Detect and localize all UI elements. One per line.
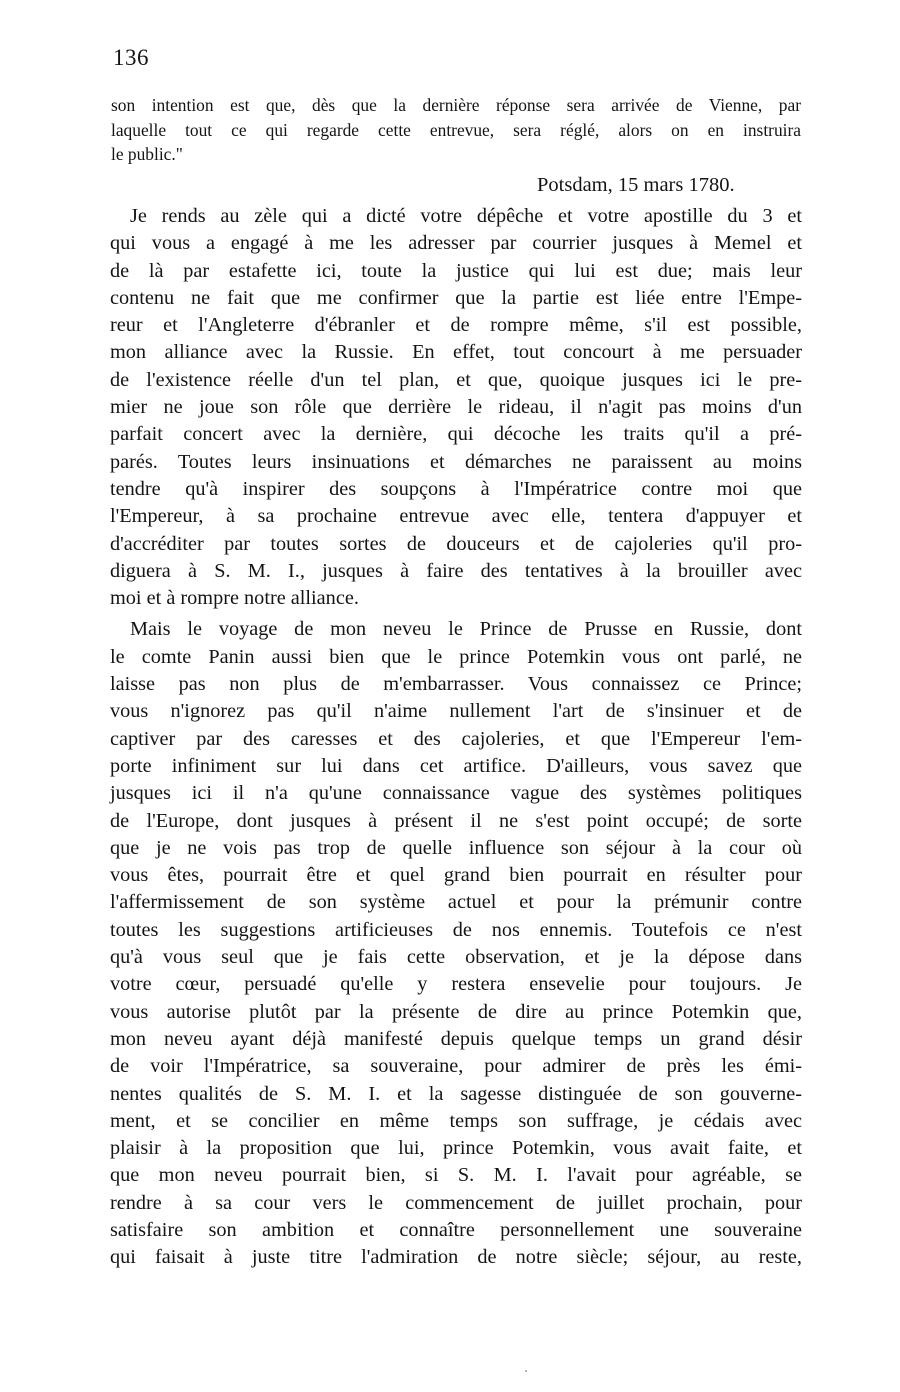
- quote-line: le public.": [111, 144, 183, 164]
- text-line: nentes qualités de S. M. I. et la sagesse distinguée de son gouverne-: [110, 1082, 802, 1105]
- text-line: laisse pas non plus de m'embarrasser. Vous connaissez ce Prince;: [110, 673, 802, 696]
- text-line: contenu ne fait que me confirmer que la partie est liée entre l'Empe-: [110, 286, 802, 309]
- letter-body: [110, 203, 802, 1272]
- paragraph-2: [110, 616, 802, 1271]
- text-line: mier ne joue son rôle que derrière le rideau, il n'agit pas moins d'un: [110, 396, 802, 419]
- text-line: que mon neveu pourrait bien, si S. M. I. l'avait pour agréable, se: [110, 1164, 802, 1187]
- text-line: ment, et se concilier en même temps son suffrage, je cédais avec: [110, 1109, 802, 1132]
- letter-dateline: Potsdam, 15 mars 1780.: [537, 174, 735, 196]
- page-number: 136: [113, 45, 149, 70]
- text-line: tendre qu'à inspirer des soupçons à l'Impératrice contre moi que: [110, 477, 802, 500]
- scan-speck: [525, 1370, 527, 1372]
- text-line: qui faisait à juste titre l'admiration de notre siècle; séjour, au reste,: [110, 1246, 802, 1269]
- text-line: Je rends au zèle qui a dicté votre dépêche et votre apostille du 3 et: [130, 205, 802, 227]
- text-line: porte infiniment sur lui dans cet artifice. D'ailleurs, vous savez que: [110, 754, 802, 777]
- quoted-passage: [111, 93, 801, 167]
- paragraph-1: [110, 203, 802, 612]
- text-line: rendre à sa cour vers le commencement de juillet prochain, pour: [110, 1191, 802, 1214]
- text-line: mon alliance avec la Russie. En effet, tout concourt à me persuader: [110, 341, 802, 364]
- text-line: qui vous a engagé à me les adresser par courrier jusques à Memel et: [110, 232, 802, 255]
- text-line: de l'existence réelle d'un tel plan, et que, quoique jusques ici le pre-: [110, 368, 802, 391]
- text-line: vous n'ignorez pas qu'il n'aime nullement l'art de s'insinuer et de: [110, 700, 802, 723]
- text-line: captiver par des caresses et des cajoleries, et que l'Empereur l'em-: [110, 727, 802, 750]
- text-line: parfait concert avec la dernière, qui décoche les traits qu'il a pré-: [110, 423, 802, 446]
- text-line: votre cœur, persuadé qu'elle y restera ensevelie pour toujours. Je: [110, 973, 802, 996]
- text-line: moi et à rompre notre alliance.: [110, 587, 359, 610]
- text-line: qu'à vous seul que je fais cette observation, et je la dépose dans: [110, 946, 802, 969]
- text-line: diguera à S. M. I., jusques à faire des tentatives à la brouiller avec: [110, 559, 802, 582]
- text-line: de l'Europe, dont jusques à présent il ne s'est point occupé; de sorte: [110, 809, 802, 832]
- text-line: l'affermissement de son système actuel et pour la prémunir contre: [110, 891, 802, 914]
- text-line: de là par estafette ici, toute la justice qui lui est due; mais leur: [110, 259, 802, 282]
- text-line: le comte Panin aussi bien que le prince Potemkin vous ont parlé, ne: [110, 645, 802, 668]
- text-line: l'Empereur, à sa prochaine entrevue avec elle, tentera d'appuyer et: [110, 505, 802, 528]
- text-line: vous êtes, pourrait être et quel grand bien pourrait en résulter pour: [110, 864, 802, 887]
- text-line: plaisir à la proposition que lui, prince Potemkin, vous avait faite, et: [110, 1137, 802, 1160]
- text-line: jusques ici il n'a qu'une connaissance vague des systèmes politiques: [110, 782, 802, 805]
- text-line: que je ne vois pas trop de quelle influence son séjour à la cour où: [110, 836, 802, 859]
- quote-line: laquelle tout ce qui regarde cette entrevue, sera réglé, alors on en instruira: [111, 119, 801, 140]
- text-line: mon neveu ayant déjà manifesté depuis quelque temps un grand désir: [110, 1027, 802, 1050]
- text-line: satisfaire son ambition et connaître personnellement une souveraine: [110, 1218, 802, 1241]
- text-line: de voir l'Impératrice, sa souveraine, pour admirer de près les émi-: [110, 1055, 802, 1078]
- quote-line: son intention est que, dès que la dernière réponse sera arrivée de Vienne, par: [111, 95, 801, 115]
- text-line: parés. Toutes leurs insinuations et démarches ne paraissent au moins: [110, 450, 802, 473]
- text-line: Mais le voyage de mon neveu le Prince de Prusse en Russie, dont: [130, 618, 802, 641]
- text-line: d'accréditer par toutes sortes de douceurs et de cajoleries qu'il pro-: [110, 532, 802, 555]
- text-line: toutes les suggestions artificieuses de nos ennemis. Toutefois ce n'est: [110, 918, 802, 941]
- text-line: vous autorise plutôt par la présente de dire au prince Potemkin que,: [110, 1000, 802, 1023]
- text-line: reur et l'Angleterre d'ébranler et de rompre même, s'il est possible,: [110, 314, 802, 337]
